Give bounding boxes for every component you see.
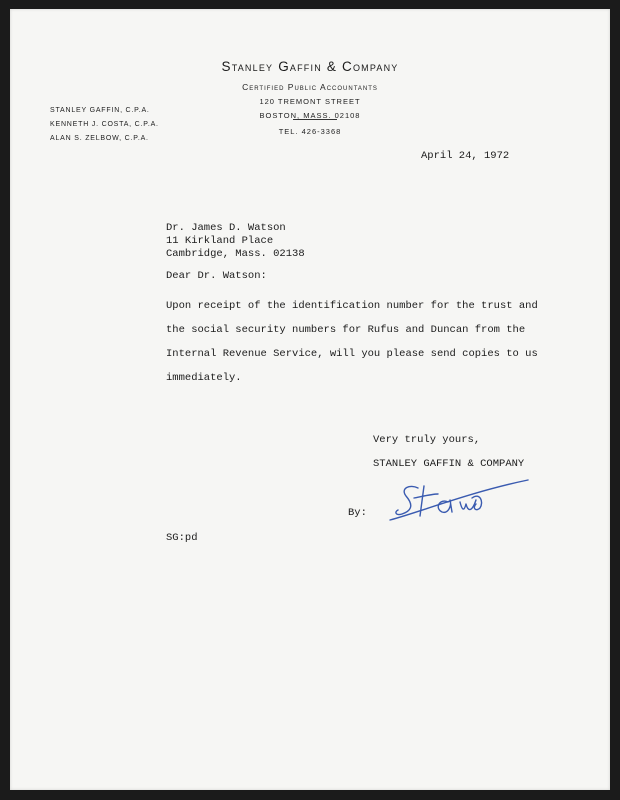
recipient-address <box>166 222 305 261</box>
letterhead-divider <box>293 119 337 120</box>
reference-initials: SG:pd <box>166 532 198 544</box>
firm-street: 120 TREMONT STREET <box>259 97 361 106</box>
by-label: By: <box>348 507 367 519</box>
closing: Very truly yours, <box>373 434 481 446</box>
firm-subtitle: Certified Public Accountants <box>242 82 378 92</box>
handwritten-signature <box>380 472 530 527</box>
partner-name: STANLEY GAFFIN, C.P.A. <box>50 107 150 114</box>
body-line: Upon receipt of the identification number for the trust and <box>166 300 538 312</box>
faint-watermark-stamp <box>105 499 114 530</box>
salutation: Dear Dr. Watson: <box>166 270 267 282</box>
letter-body <box>166 294 538 390</box>
body-line: Internal Revenue Service, will you please send copies to us <box>166 348 538 360</box>
partner-name: KENNETH J. COSTA, C.P.A. <box>50 121 159 128</box>
recipient-line: 11 Kirkland Place <box>166 235 274 247</box>
firm-name: Stanley Gaffin & Company <box>221 59 399 74</box>
recipient-line: Cambridge, Mass. 02138 <box>166 248 305 260</box>
partner-name: ALAN S. ZELBOW, C.P.A. <box>50 135 149 142</box>
recipient-line: Dr. James D. Watson <box>166 222 286 234</box>
firm-city: BOSTON, MASS. 02108 <box>259 111 361 120</box>
body-line: immediately. <box>166 372 242 384</box>
body-line: the social security numbers for Rufus and Duncan from the <box>166 324 526 336</box>
company-signoff: STANLEY GAFFIN & COMPANY <box>373 458 525 470</box>
partner-list <box>50 104 159 146</box>
firm-telephone: TEL. 426-3368 <box>278 127 342 136</box>
letter-date: April 24, 1972 <box>421 150 510 162</box>
